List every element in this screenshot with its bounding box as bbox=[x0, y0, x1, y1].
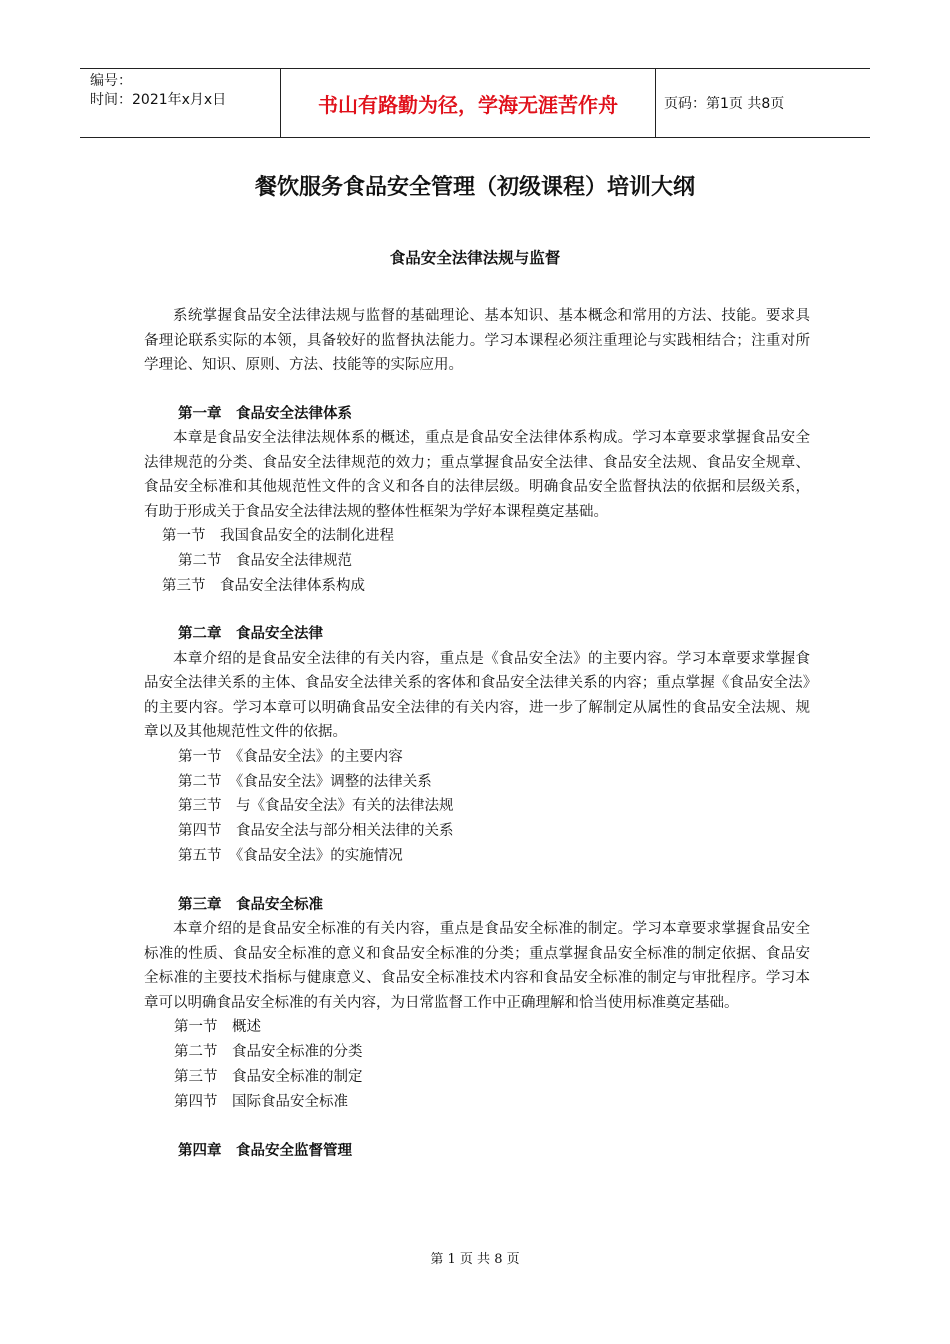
chapter-3-section-4: 第四节 国际食品安全标准 bbox=[174, 1093, 348, 1110]
chapter-1-section-1: 第一节 我国食品安全的法制化进程 bbox=[162, 528, 394, 544]
chapter-4-title: 第四章 食品安全监督管理 bbox=[178, 1142, 352, 1159]
chapter-3-section-3: 第三节 食品安全标准的制定 bbox=[174, 1068, 363, 1085]
chapter-3-section-2: 第二节 食品安全标准的分类 bbox=[174, 1044, 363, 1061]
date-label: 时间：2021年x月x日 bbox=[90, 92, 227, 108]
page-header bbox=[80, 68, 870, 138]
chapter-1-section-2: 第二节 食品安全法律规范 bbox=[178, 552, 352, 569]
chapter-3-section-1: 第一节 概述 bbox=[174, 1019, 261, 1036]
chapter-3-title: 第三章 食品安全标准 bbox=[178, 896, 323, 913]
document-body bbox=[144, 304, 810, 1163]
chapter-1-title: 第一章 食品安全法律体系 bbox=[178, 405, 352, 422]
chapter-3-desc: 本章介绍的是食品安全标准的有关内容，重点是食品安全标准的制定。学习本章要求掌握食品安全标准的性质、食品安全标准的意义和食品安全标准的分类；重点掌握食品安全标准的制定依据、食品安全标准的主要技术指标与健康意义、食品安全标准技术内容和食品安全标准的制定与审批程序。学习本章可以明确食品安全标准的有关内容，为日常监督工作中正确理解和恰当使用标准奠定基础。 bbox=[144, 921, 810, 1011]
chapter-2-section-2: 第二节 《食品安全法》调整的法律关系 bbox=[178, 773, 432, 790]
header-motto: 书山有路勤为径，学海无涯苦作舟 bbox=[281, 69, 656, 137]
chapter-2-title: 第二章 食品安全法律 bbox=[178, 626, 323, 643]
chapter-2-section-3: 第三节 与《食品安全法》有关的法律法规 bbox=[178, 798, 454, 815]
chapter-2-section-4: 第四节 食品安全法与部分相关法律的关系 bbox=[178, 823, 454, 840]
header-meta bbox=[80, 69, 281, 137]
document-subtitle: 食品安全法律法规与监督 bbox=[389, 249, 561, 267]
header-page-info: 页码：第1页 共8页 bbox=[664, 96, 785, 112]
number-label: 编号： bbox=[90, 73, 132, 89]
chapter-2-section-1: 第一节 《食品安全法》的主要内容 bbox=[178, 748, 403, 765]
page-footer: 第 1 页 共 8 页 bbox=[430, 1252, 520, 1267]
chapter-2-section-5: 第五节 《食品安全法》的实施情况 bbox=[178, 848, 403, 865]
document-title: 餐饮服务食品安全管理（初级课程）培训大纲 bbox=[254, 175, 695, 200]
chapter-2-desc: 本章介绍的是食品安全法律的有关内容，重点是《食品安全法》的主要内容。学习本章要求掌握食品安全法律关系的主体、食品安全法律关系的客体和食品安全法律关系的内容；重点掌握《食品安全法》的主要内容。学习本章可以明确食品安全法律的有关内容，进一步了解制定从属性的食品安全法规、规章以及其他规范性文件的依据。 bbox=[144, 650, 810, 741]
chapter-1-section-3: 第三节 食品安全法律体系构成 bbox=[162, 577, 365, 594]
intro-paragraph: 系统掌握食品安全法律法规与监督的基础理论、基本知识、基本概念和常用的方法、技能。要求具备理论联系实际的本领，具备较好的监督执法能力。学习本课程必须注重理论与实践相结合；注重对所学理论、知识、原则、方法、技能等的实际应用。 bbox=[144, 308, 810, 373]
chapter-1-desc: 本章是食品安全法律法规体系的概述，重点是食品安全法律体系构成。学习本章要求掌握食品安全法律规范的分类、食品安全法律规范的效力；重点掌握食品安全法律、食品安全法规、食品安全规章、食品安全标准和其他规范性文件的含义和各自的法律层级。明确食品安全监督执法的依据和层级关系，有助于形成关于食品安全法律法规的整体性框架为学好本课程奠定基础。 bbox=[144, 430, 810, 520]
